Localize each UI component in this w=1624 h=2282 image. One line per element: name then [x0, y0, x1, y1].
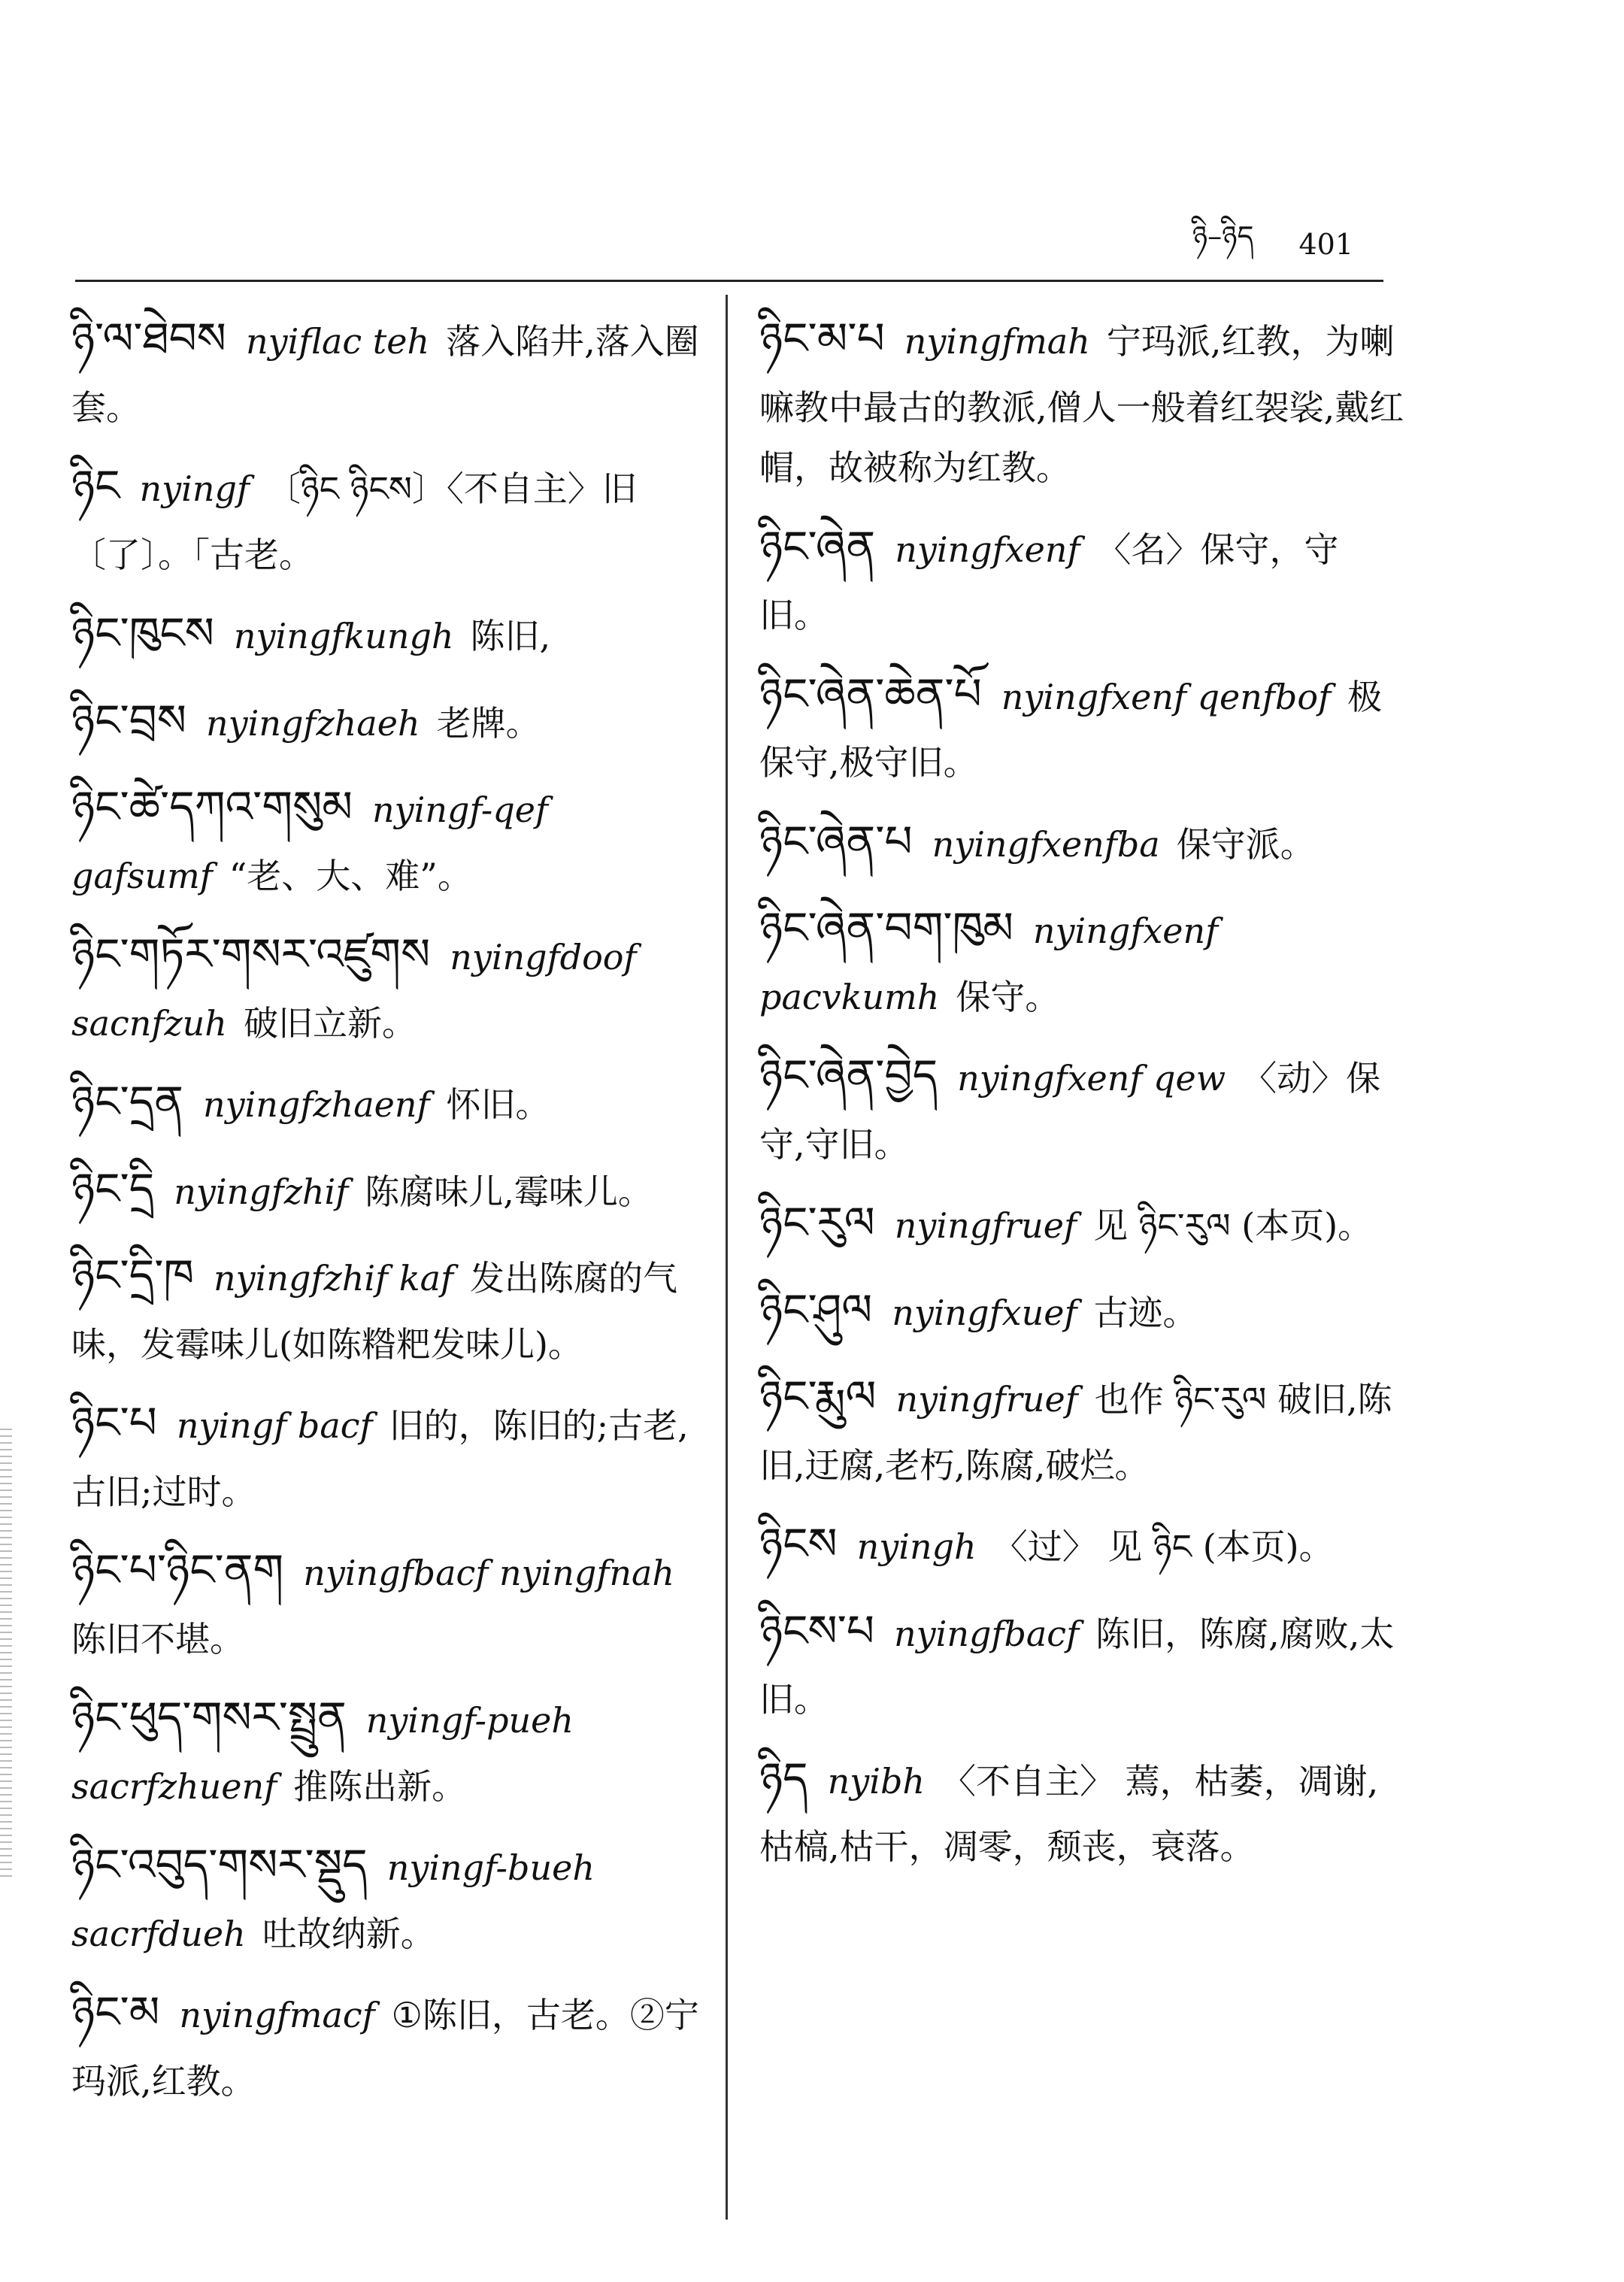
dictionary-entry [759, 1741, 1406, 1877]
definition: 陈旧, [470, 616, 551, 656]
scan-margin-noise [0, 1429, 12, 1880]
pinyin: nyingfzhaeh [206, 702, 420, 744]
headword: ཉིད [759, 1752, 808, 1804]
pinyin: nyingfmah [904, 321, 1090, 362]
headword: ཉིང་དྲི་ཁ [71, 1250, 195, 1301]
definition: 极保守,极守旧。 [759, 676, 1383, 783]
dictionary-entry [759, 1272, 1406, 1349]
definition: 〔ཉིང ཉིངས〕〈不自主〉旧〔了〕。「古老。 [71, 468, 637, 575]
dictionary-entry [71, 596, 718, 672]
pinyin: nyingfruef [894, 1205, 1077, 1246]
headword: ཉིང་ཤུལ [759, 1283, 873, 1335]
header-rule [75, 280, 1383, 282]
pinyin: nyiflac teh [245, 321, 430, 362]
headword: ཉིང་བྲས [71, 694, 187, 746]
headword: ཉིང་རུལ [759, 1197, 875, 1248]
definition: 〈过〉 见 ཉིང (本页)。 [992, 1526, 1334, 1567]
definition: 落入陷井,落入圈套。 [71, 321, 699, 428]
headword: ཉིང་གཏོར་གསར་འཛུགས [71, 929, 431, 980]
dictionary-entry [71, 301, 718, 438]
pinyin: nyingf-qef gafsumf [71, 789, 549, 896]
dictionary-entry [71, 1827, 718, 1964]
pinyin: nyingfbacf [894, 1613, 1080, 1654]
dictionary-entry [71, 1064, 718, 1141]
dictionary-entry [71, 1532, 718, 1669]
definition: 〈不自主〉 蔫，枯萎，凋谢,枯槁,枯干，凋零，颓丧，衰落。 [759, 1760, 1379, 1867]
pinyin: nyingfxenf [895, 529, 1080, 570]
definition: ①陈旧，古老。②宁玛派,红教。 [71, 1995, 699, 2102]
headword: ཉིང་རྨུལ [759, 1371, 877, 1422]
definition: 陈腐味儿,霉味儿。 [365, 1171, 653, 1212]
dictionary-entry [71, 448, 718, 585]
pinyin: nyingfmacf [179, 1995, 375, 2035]
headword: ཉིང་ཞེན [759, 520, 876, 572]
dictionary-entry [71, 683, 718, 759]
dictionary-entry [71, 769, 718, 906]
dictionary-entry [759, 890, 1406, 1027]
headword: ཉིང་དྲི [71, 1162, 155, 1214]
pinyin: nyingfxenf pacvkumh [759, 911, 1219, 1017]
dictionary-entry [759, 1185, 1406, 1262]
headword: ཉིང་ཚེ་དཀའ་གསུམ [71, 781, 353, 832]
dictionary-entry [759, 1593, 1406, 1730]
dictionary-entry [759, 804, 1406, 880]
definition: 保守。 [956, 976, 1060, 1017]
right-column [759, 301, 1406, 1888]
page-number: 401 [1298, 228, 1353, 261]
headword: ཉིང་ཞེན་ཆེན་པོ [759, 668, 982, 720]
pinyin: nyingfzhif [174, 1171, 349, 1212]
pinyin: nyibh [827, 1760, 926, 1802]
definition: 保守派。 [1176, 823, 1315, 865]
headword: ཉིང [71, 460, 120, 511]
headword: ཉིང་དྲན [71, 1076, 183, 1127]
headword: ཉིང་ཞེན་བྱེད [759, 1050, 938, 1101]
dictionary-entry [759, 1359, 1406, 1496]
pinyin: nyingfxenf qenfbof [1001, 676, 1332, 717]
headword: ཉིང་ཞེན་པ [759, 815, 913, 867]
definition: 旧的，陈旧的;古老,古旧;过时。 [71, 1405, 689, 1512]
definition: 陈旧，陈腐,腐败,太旧。 [759, 1613, 1395, 1720]
dictionary-entry [759, 1038, 1406, 1174]
headword: ཉིང་མ་པ [759, 313, 885, 364]
definition: 吐故纳新。 [262, 1913, 435, 1954]
dictionary-entry [71, 1238, 718, 1374]
pinyin: nyingfzhaenf [202, 1084, 430, 1125]
dictionary-entry [71, 1680, 718, 1817]
pinyin: nyingfxenfba [932, 823, 1160, 865]
definition: 也作 ཉིང་རུལ 破旧,陈旧,迂腐,老朽,陈腐,破烂。 [759, 1379, 1392, 1486]
pinyin: nyingfbacf nyingfnah [303, 1553, 675, 1593]
definition: 古迹。 [1093, 1292, 1198, 1333]
definition: 〈名〉保守，守旧。 [759, 529, 1339, 635]
headword: ཉིངས་པ [759, 1605, 875, 1656]
headword: ཉིང་ཁུངས [71, 608, 214, 659]
definition: 怀旧。 [446, 1084, 550, 1125]
headword: ཉི་ལ་ཐེབས [71, 313, 226, 364]
headword: ཉིང་ཕུད་གསར་སྤྲུན [71, 1692, 347, 1743]
dictionary-entry [71, 1385, 718, 1522]
pinyin: nyingfzhif kaf [214, 1258, 454, 1299]
pinyin: nyingfxuef [892, 1292, 1077, 1333]
dictionary-entry [71, 917, 718, 1053]
definition: 陈旧不堪。 [71, 1618, 244, 1659]
pinyin: nyingf-bueh sacrfdueh [71, 1847, 595, 1954]
headword: ཉིང་འབུད་གསར་སྡུད [71, 1839, 368, 1890]
definition: “老、大、难”。 [229, 855, 472, 896]
left-column [71, 301, 718, 2122]
dictionary-entry [759, 509, 1406, 646]
definition: 推陈出新。 [293, 1765, 467, 1807]
definition: 破旧立新。 [243, 1002, 417, 1044]
dictionary-entry [71, 1974, 718, 2111]
definition: 见 ཉིང་རུལ (本页)。 [1093, 1205, 1373, 1246]
definition: 老牌。 [436, 702, 541, 744]
definition: 宁玛派,红教，为喇嘛教中最古的教派,僧人一般着红袈裟,戴红帽，故被称为红教。 [759, 321, 1404, 488]
headword: ཉིང་པ [71, 1397, 157, 1448]
pinyin: nyingfkungh [233, 616, 454, 656]
pinyin: nyingf-pueh sacrfzhuenf [71, 1700, 574, 1807]
pinyin: nyingfxenf qew [957, 1058, 1226, 1099]
pinyin: nyingfdoof sacnfzuh [71, 937, 637, 1044]
dictionary-entry [759, 656, 1406, 793]
headword: ཉིངས [759, 1518, 838, 1569]
headword: ཉིང་ཞེན་བག་ཁུམ [759, 902, 1013, 953]
definition: 发出陈腐的气味，发霉味儿(如陈糌粑发味儿)。 [71, 1258, 678, 1365]
pinyin: nyingf [139, 468, 250, 509]
page-header [1113, 218, 1353, 271]
guide-words: ཉི–ཉིད [1192, 219, 1254, 253]
column-divider [726, 295, 728, 2220]
pinyin: nyingh [856, 1526, 977, 1567]
dictionary-entry [71, 1151, 718, 1228]
headword: ཉིང་མ [71, 1987, 160, 2038]
headword: ཉིང་པ་ཉིང་ནག [71, 1544, 284, 1596]
definition: 〈动〉保守,守旧。 [759, 1058, 1381, 1165]
pinyin: nyingf bacf [176, 1405, 373, 1446]
pinyin: nyingfruef [895, 1379, 1078, 1420]
dictionary-entry [759, 301, 1406, 499]
dictionary-entry [759, 1506, 1406, 1583]
